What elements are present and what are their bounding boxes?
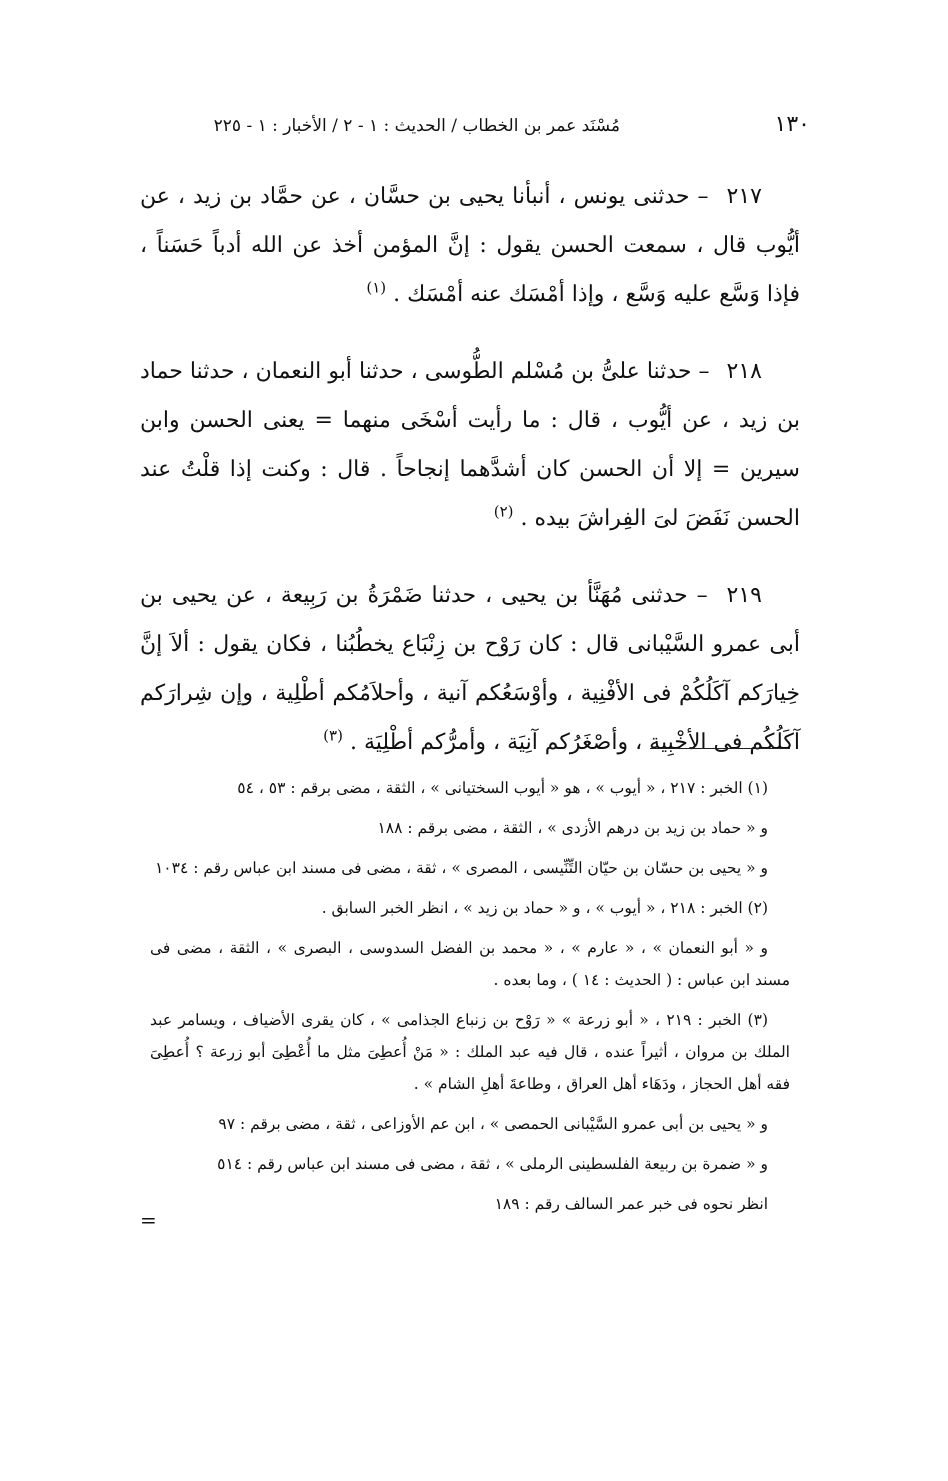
footnotes <box>150 772 790 1228</box>
footnote: و « يحيى بن حسّان بن حيّان التِّنِّيسى ، المصرى » ، ثقة ، مضى فى مسند ابن عباس رقم : ١٠٣٤ <box>154 859 768 877</box>
hadith-219 <box>140 571 800 767</box>
hadith-text: – حدثنى مُهَنَّأ بن يحيى ، حدثنا ضَمْرَةُ بن رَبِيعة ، عن يحيى بن أبى عمرو السَّيْبانى قال : كان رَوْح بن زِنْبَاع يخطُبُنا ، فكان يقول : ألاَ إنَّ خِيارَكم آكَلُكُمْ فى الأفْنِية ، وأوْسَعُكم آنية ، وأحلاَمُكم أطْلِية ، وإن شِرارَكم آكَلُكُم فى الأخْبِية ، وأصْغَرُكم آنِيَة ، وأمرُّكم أطْلِيَة . <box>140 583 800 755</box>
hadith-218 <box>140 347 800 543</box>
hadith-text: – حدثنى يونس ، أنبأنا يحيى بن حسَّان ، عن حمَّاد بن زيد ، عن أيُّوب قال ، سمعت الحسن يقول : إنَّ المؤمن أخذ عن الله أدباً حَسَناً ، فإذا وَسَّع عليه وَسَّع ، وإذا أمْسَك عنه أمْسَك . <box>140 184 800 307</box>
hadith-text: – حدثنا علىُّ بن مُسْلم الطُّوسى ، حدثنا أبو النعمان ، حدثنا حماد بن زيد ، عن أيُّوب ، قال : ما رأيت أسْخَى منهما = يعنى الحسن وابن سيرين = إلا أن الحسن كان أشدَّهما إنجاحاً . قال : وكنت إذا قلْتُ عند الحسن نَفَضَ لىَ الفِراشَ بيده . <box>140 359 800 531</box>
footnote: انظر نحوه فى خبر عمر السالف رقم : ١٨٩ <box>494 1195 768 1213</box>
footnote-marker: (٢) <box>493 502 514 521</box>
footnote-marker: (١) <box>366 278 387 297</box>
hadith-217 <box>140 172 800 319</box>
footnote: و « يحيى بن أبى عمرو السَّيْبانى الحمصى » ، ابن عم الأوزاعى ، ثقة ، مضى برقم : ٩٧ <box>218 1115 768 1133</box>
hadith-number: ٢١٧ <box>726 184 762 209</box>
hadith-number: ٢١٨ <box>726 359 762 384</box>
footnote: و « حماد بن زيد بن درهم الأزدى » ، الثقة ، مضى برقم : ١٨٨ <box>377 819 768 837</box>
page-header <box>150 112 810 146</box>
footnote-separator <box>650 748 790 749</box>
footnote-marker: (٣) <box>323 726 343 745</box>
hadith-number: ٢١٩ <box>726 583 762 608</box>
main-text <box>140 172 800 795</box>
footnote: و « ضمرة بن ربيعة الفلسطينى الرملى » ، ثقة ، مضى فى مسند ابن عباس رقم : ٥١٤ <box>217 1155 768 1173</box>
footnote: (٢) الخبر : ٢١٨ ، « أيوب » ، و « حماد بن زيد » ، انظر الخبر السابق . <box>321 899 768 917</box>
continuation-mark: = <box>140 1208 157 1232</box>
footnote: (١) الخبر : ٢١٧ ، « أيوب » ، هو « أيوب السختيانى » ، الثقة ، مضى برقم : ٥٣ ، ٥٤ <box>237 779 768 797</box>
footnote: (٣) الخبر : ٢١٩ ، « أبو زرعة » « رَوْح بن زنباع الجذامى » ، كان يقرى الأضياف ، ويسامر عبد الملك بن مروان ، أثيراً عنده ، قال فيه عبد الملك : « مَنْ أُعطِىَ مثل ما أُعْطِىَ أبو زرعة ؟ أُعطِىَ فقه أهل الحجاز ، ودَهَاء أهل العراق ، وطاعةَ أهلِ الشام » . <box>150 1011 790 1093</box>
running-title: مُسْنَد عمر بن الخطاب / الحديث : ١ - ٢ / الأخبار : ١ - ٢٢٥ <box>213 116 620 136</box>
footnote: و « أبو النعمان » ، « عارم » ، « محمد بن الفضل السدوسى ، البصرى » ، الثقة ، مضى فى مسند ابن عباس : ( الحديث : ١٤ ) ، وما بعده . <box>150 939 790 989</box>
page-number: ١٣٠ <box>774 112 810 137</box>
